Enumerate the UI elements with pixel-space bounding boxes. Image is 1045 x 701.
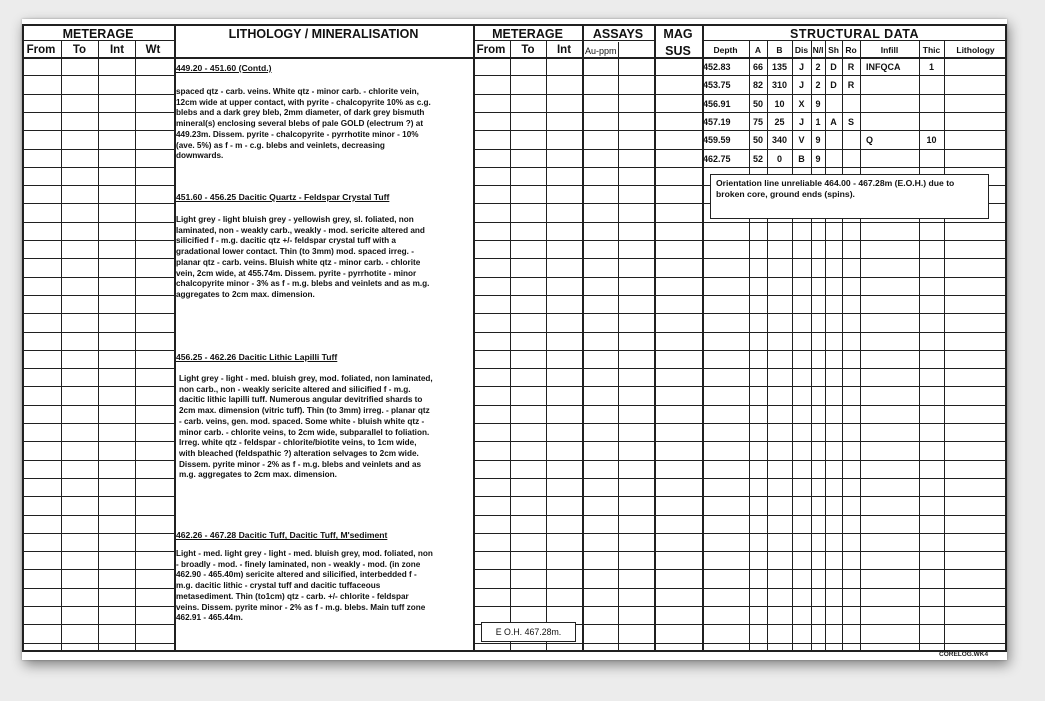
structural-cell-dis: J (798, 80, 804, 90)
meterage-mid-header: METERAGE (492, 27, 563, 41)
orientation-note: Orientation line unreliable 464.00 - 467.28m (E.O.H.) due to broken core, ground ends (spins). (710, 174, 989, 219)
int-mid-header: Int (556, 44, 572, 56)
structural-cell-ro (843, 131, 859, 149)
structural-cell-b: 310 (771, 80, 788, 90)
structural-cell-infill (861, 150, 918, 168)
section-description: Light grey - light - med. bluish grey, mod. foliated, non laminated, non carb., non - weakly sericite altered and silicified f - m.g. dacitic lithic lapilli tuff. Numerous angular devitrified shards to 2cm max. dimension (vitric tuff). Thin (to 3mm) irreg. - planar qtz - carb. veins, gen. mod. spaced. Some white - bluish white qtz - minor carb. - chlorite veins, to 2cm wide, subparallel to foliation. Irreg. white qtz - feldspar - chlorite/biotite veins, to 1cm wide, with bleached (feldspathic ?) alteration selvages to 2cm wide. Dissem. pyrite minor - 2% as f - m.g. blebs and veinlets and as m.g. aggregates to 2cm max. dimension. (179, 374, 433, 480)
structural-cell-ni: 1 (815, 117, 821, 127)
structural-cell-ni: 9 (815, 154, 821, 164)
from-mid-header: From (476, 44, 506, 56)
structural-cell-b: 340 (771, 135, 788, 145)
structural-cell-sh: D (830, 62, 837, 72)
structural-cell-infill (861, 76, 918, 94)
structural-cell-dis: X (798, 99, 805, 109)
core-log-sheet (22, 19, 1007, 660)
structural-thic-header: Thic (922, 45, 941, 55)
from-left-header: From (26, 44, 56, 56)
structural-cell-depth: 453.75 (703, 80, 731, 90)
structural-cell-infill (861, 113, 918, 131)
structural-cell-a: 75 (752, 117, 763, 127)
structural-depth-header: Depth (713, 45, 738, 55)
sus-header: SUS (665, 44, 691, 58)
structural-cell-a: 50 (752, 99, 763, 109)
structural-ro-header: Ro (845, 45, 857, 55)
structural-lithology-header: Lithology (956, 45, 995, 55)
structural-cell-lithology (945, 58, 1006, 76)
structural-cell-sh: D (830, 80, 837, 90)
structural-cell-lithology (945, 76, 1006, 94)
structural-cell-a: 66 (752, 62, 763, 72)
structural-cell-sh (826, 150, 841, 168)
structural-cell-ro (843, 150, 859, 168)
structural-a-header: A (754, 45, 762, 55)
section-title: 449.20 - 451.60 (Contd.) (176, 63, 272, 73)
structural-ni-header: N/I (812, 45, 824, 55)
structural-cell-thic (920, 95, 943, 113)
structural-cell-lithology (945, 95, 1006, 113)
structural-cell-depth: 456.91 (703, 99, 731, 109)
structural-cell-thic (920, 150, 943, 168)
end-of-hole-label: E O.H. 467.28m. (481, 622, 576, 642)
structural-cell-infill: Q (866, 135, 874, 145)
structural-cell-ni: 2 (815, 62, 821, 72)
structural-cell-thic: 10 (926, 135, 937, 145)
structural-cell-b: 10 (774, 99, 785, 109)
structural-sh-header: Sh (828, 45, 839, 55)
structural-cell-b: 135 (771, 62, 788, 72)
structural-infill-header: Infill (880, 45, 899, 55)
section-description: Light - med. light grey - light - med. bluish grey, mod. foliated, non - broadly - mod. - finely laminated, non - weakly - mod. (in zone 462.90 - 465.40m) sericite altered and silicified, interbedded f - m.g. dacitic lithic - crystal tuff and dacitic tuffaceous metasediment. Thin (to1cm) qtz - carb. +/- chlorite - feldspar veins. Dissem. pyrite minor - 2% as f - m.g. blebs. Main tuff zone 462.91 - 465.44m. (176, 549, 433, 623)
structural-cell-sh (826, 131, 841, 149)
structural-cell-lithology (945, 150, 1006, 168)
structural-cell-thic: 1 (928, 62, 934, 72)
structural-cell-dis: J (798, 117, 804, 127)
structural-cell-ro (843, 95, 859, 113)
structural-cell-sh: A (830, 117, 837, 127)
section-description: Light grey - light bluish grey - yellowish grey, sl. foliated, non laminated, non - weakly carb., weakly - mod. sericite altered and silicified f - m.g. dacitic qtz +/- feldspar crystal tuff with a gradational lower contact. Thin (to 3mm) mod. spaced irreg. - planar qtz - carb. veins. Bluish white qtz - minor carb. - chlorite vein, 2cm wide, at 455.74m. Dissem. pyrite - pyrrhotite - minor chalcopyrite minor - 3% as f - m.g. blebs and veinlets and as m.g. aggregates to 2cm max. dimension. (176, 215, 430, 299)
structural-cell-thic (920, 113, 943, 131)
meterage-left-header: METERAGE (62, 27, 134, 41)
structural-cell-thic (920, 76, 943, 94)
structural-cell-depth: 457.19 (703, 117, 731, 127)
structural-cell-depth: 459.59 (703, 135, 731, 145)
assays-header: ASSAYS (592, 27, 644, 41)
to-mid-header: To (521, 44, 535, 56)
structural-cell-a: 52 (752, 154, 763, 164)
au-ppm-header: Au-ppm (585, 46, 617, 56)
structural-cell-dis: J (798, 62, 804, 72)
form-code: CORELOG.WK4 (939, 651, 989, 658)
section-description: spaced qtz - carb. veins. White qtz - minor carb. - chlorite vein, 12cm wide at upper contact, with pyrite - chalcopyrite 10% as c.g. blebs and a dark grey bleb, 2mm diameter, of dark grey bismuth mineral(s) enclosing several blebs of pale GOLD (electrum ?) at 449.23m. Dissem. pyrite - chalcopyrite - pyrrhotite minor - 10% (ave. 5%) as f - m - c.g. blebs and veinlets, decreasing downwards. (176, 87, 431, 161)
wt-header: Wt (145, 44, 161, 56)
structural-cell-ni: 9 (815, 135, 821, 145)
structural-cell-b: 25 (774, 117, 785, 127)
structural-b-header: B (776, 45, 783, 55)
structural-cell-sh (826, 95, 841, 113)
structural-cell-ro: S (847, 117, 854, 127)
int-left-header: Int (109, 44, 125, 56)
mag-header: MAG (663, 27, 693, 41)
structural-cell-b: 0 (776, 154, 782, 164)
structural-cell-dis: B (798, 154, 805, 164)
structural-cell-depth: 462.75 (703, 154, 731, 164)
structural-cell-ro: R (847, 80, 855, 90)
structural-cell-a: 82 (752, 80, 763, 90)
structural-cell-ro: R (847, 62, 855, 72)
section-title: 462.26 - 467.28 Dacitic Tuff, Dacitic Tuff, M'sediment (176, 530, 388, 540)
to-left-header: To (72, 44, 87, 56)
structural-cell-lithology (945, 131, 1006, 149)
structural-data-header: STRUCTURAL DATA (789, 27, 919, 41)
structural-cell-dis: V (798, 135, 805, 145)
structural-cell-a: 50 (752, 135, 763, 145)
section-title: 451.60 - 456.25 Dacitic Quartz - Feldspar Crystal Tuff (176, 192, 390, 202)
lithology-header: LITHOLOGY / MINERALISATION (228, 27, 419, 41)
structural-cell-ni: 9 (815, 99, 821, 109)
section-title: 456.25 - 462.26 Dacitic Lithic Lapilli Tuff (176, 352, 338, 362)
structural-dis-header: Dis (794, 45, 809, 55)
structural-cell-infill: INFQCA (866, 62, 901, 72)
structural-cell-depth: 452.83 (703, 62, 731, 72)
structural-cell-infill (861, 95, 918, 113)
structural-cell-lithology (945, 113, 1006, 131)
structural-cell-ni: 2 (815, 80, 821, 90)
